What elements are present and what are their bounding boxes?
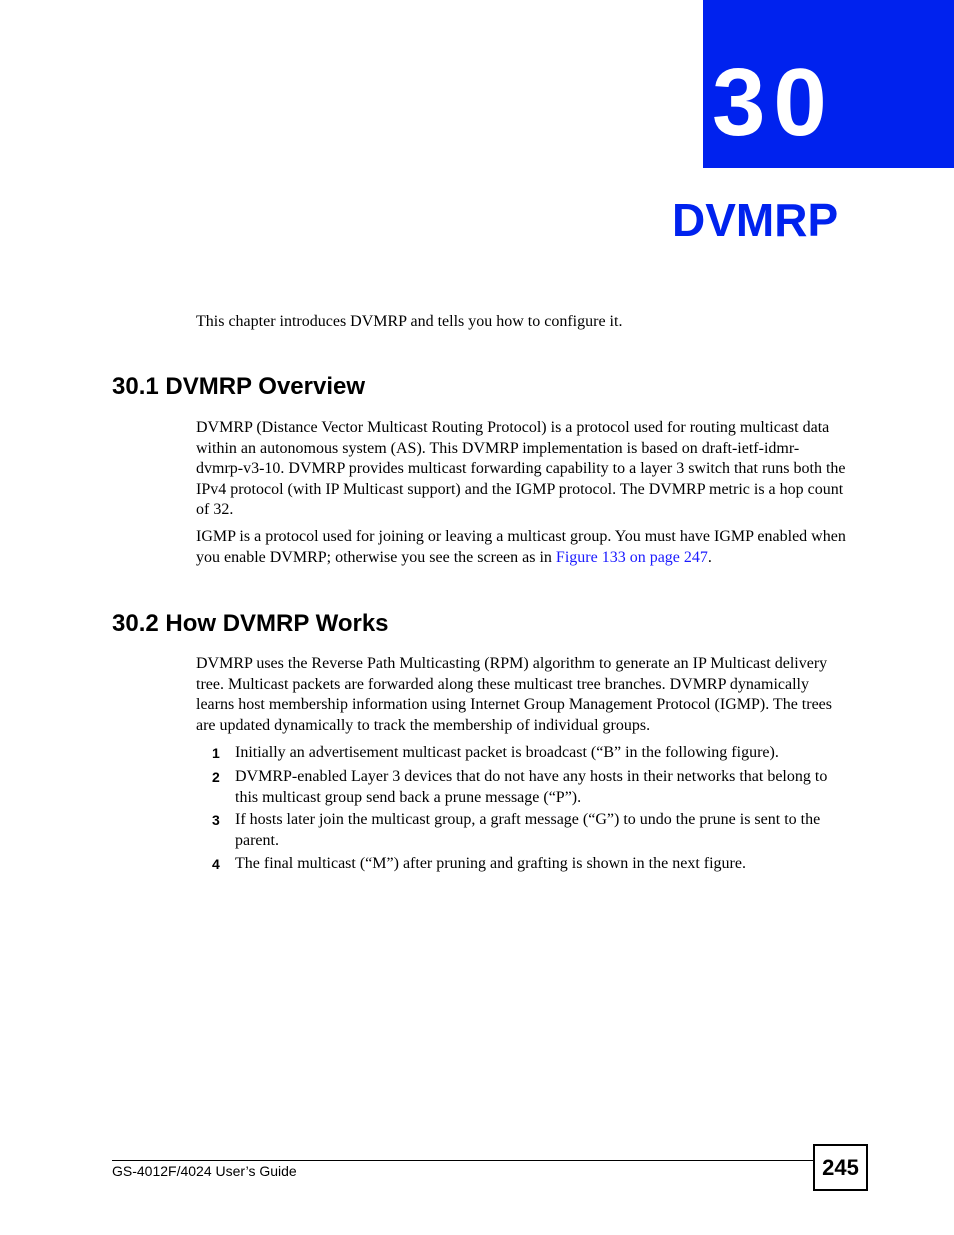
step-text: If hosts later join the multicast group, a graft message (“G”) to undo the prune is sent to the parent. bbox=[235, 811, 821, 849]
chapter-title: DVMRP bbox=[672, 194, 839, 246]
step-text: DVMRP-enabled Layer 3 devices that do not have any hosts in their networks that belong to this multicast group send back a prune message (“P”). bbox=[235, 768, 828, 806]
footer-rule bbox=[112, 1160, 814, 1161]
section-heading-how-it-works: 30.2 How DVMRP Works bbox=[112, 610, 389, 637]
step-number: 4 bbox=[212, 856, 220, 872]
page-number: 245 bbox=[813, 1144, 868, 1191]
intro-paragraph: This chapter introduces DVMRP and tells you how to configure it. bbox=[196, 313, 623, 330]
overview-paragraph-1: DVMRP (Distance Vector Multicast Routing Protocol) is a protocol used for routing multicast data within an autonomous system (AS). This DVMRP implementation is based on draft-ietf-idmr-dvmrp-v3-10. DVMRP provides multicast forwarding capability to a layer 3 switch that runs both the IPv4 protocol (with IP Multicast support) and the IGMP protocol. The DVMRP metric is a hop count of 32. bbox=[196, 419, 846, 518]
how-it-works-paragraph: DVMRP uses the Reverse Path Multicasting (RPM) algorithm to generate an IP Multicast delivery tree. Multicast packets are forwarded along these multicast tree branches. DVMRP dynamically learns host membership information using Internet Group Management Protocol (IGMP). The trees are updated dynamically to track the membership of individual groups. bbox=[196, 655, 833, 734]
overview-paragraph-2-end: . bbox=[707, 548, 712, 566]
figure-133-link[interactable]: Figure 133 on page 247 bbox=[555, 548, 708, 566]
overview-paragraph-2 bbox=[196, 527, 846, 568]
step-number: 3 bbox=[212, 812, 220, 828]
step-text: The final multicast (“M”) after pruning and grafting is shown in the next figure. bbox=[235, 855, 746, 872]
step-number: 1 bbox=[212, 745, 220, 761]
step-number: 2 bbox=[212, 769, 220, 785]
overview-paragraph-2-text: IGMP is a protocol used for joining or leaving a multicast group. You must have IGMP enabled when you enable DVMRP; otherwise you see the screen as in bbox=[196, 528, 846, 566]
step-text: Initially an advertisement multicast packet is broadcast (“B” in the following figure). bbox=[235, 744, 779, 761]
chapter-number: 30 bbox=[712, 49, 835, 156]
footer-guide-title: GS-4012F/4024 User’s Guide bbox=[112, 1163, 297, 1179]
section-heading-overview: 30.1 DVMRP Overview bbox=[112, 373, 366, 400]
